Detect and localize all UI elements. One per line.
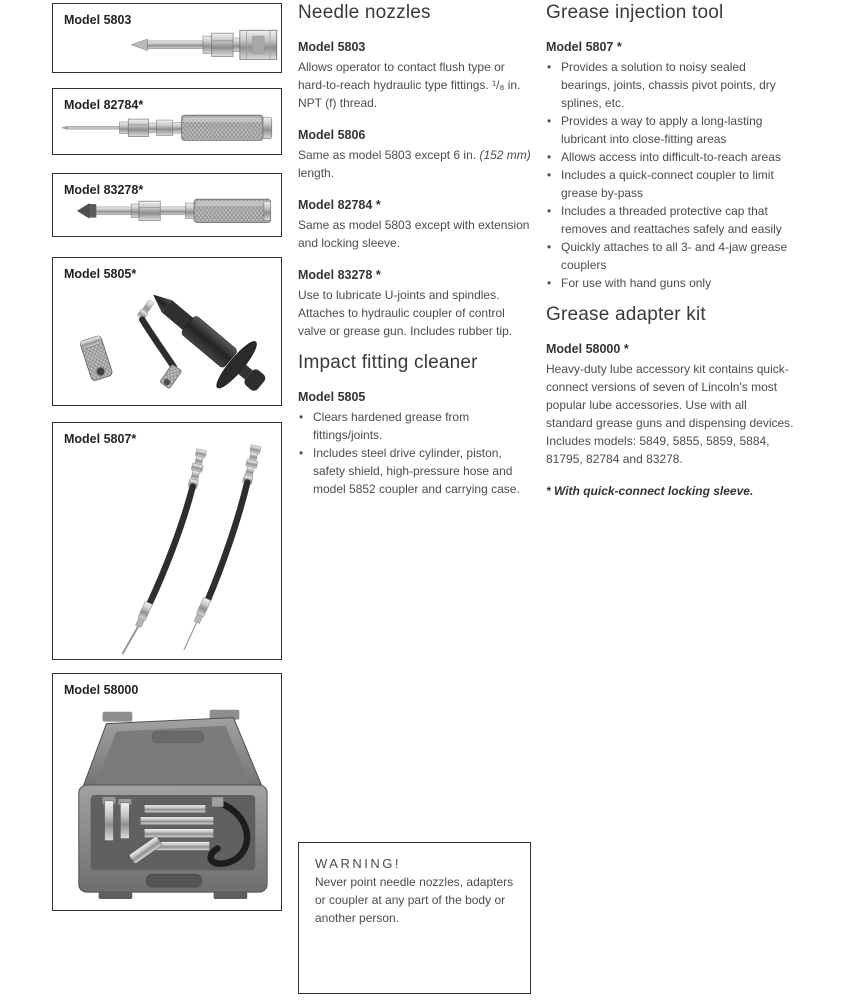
model-heading-82784: Model 82784 *	[298, 198, 381, 212]
product-label-58000: Model 58000	[64, 683, 139, 697]
product-box-5807	[52, 422, 282, 660]
product-label-82784: Model 82784*	[64, 98, 144, 112]
model-5806-text-1: Same as model 5803 except 6 in.	[298, 148, 480, 162]
bullet-item: • Provides a solution to noisy sealed bearings, joints, chassis pivot points, dry splines, etc.	[546, 58, 796, 112]
product-box-82784	[52, 88, 282, 155]
model-heading-5806: Model 5806	[298, 128, 366, 142]
grease-injection-tool-5807-image	[53, 423, 281, 659]
product-label-5803: Model 5803	[64, 13, 132, 27]
section-grease-adapter-kit	[546, 304, 796, 498]
section-impact-fitting-cleaner	[298, 352, 534, 498]
bullet-item: • Includes steel drive cylinder, piston, safety shield, high-pressure hose and model 5852 coupler and carrying case.	[298, 444, 534, 498]
bullet-item: • Quickly attaches to all 3- and 4-jaw grease couplers	[546, 238, 796, 274]
warning-box	[298, 842, 531, 994]
model-82784-description: Same as model 5803 except with extension and locking sleeve.	[298, 218, 530, 250]
model-heading-5807: Model 5807 *	[546, 40, 622, 54]
product-box-5803	[52, 3, 282, 73]
product-box-5805	[52, 257, 282, 406]
model-5806-description	[298, 146, 534, 182]
bullet-item: • Includes a threaded protective cap that removes and reattaches safely and easily	[546, 202, 796, 238]
grease-adapter-kit-title: Grease adapter kit	[546, 304, 706, 325]
product-box-58000	[52, 673, 282, 911]
model-5806-text-italic: (152 mm)	[479, 148, 531, 162]
model-heading-83278: Model 83278 *	[298, 268, 381, 282]
product-box-83278	[52, 173, 282, 237]
model-5807-bullet-list	[546, 58, 796, 292]
grease-adapter-kit-58000-image	[53, 674, 281, 910]
model-heading-5805: Model 5805	[298, 390, 366, 404]
footnote: * With quick-connect locking sleeve.	[546, 484, 754, 498]
model-heading-58000: Model 58000 *	[546, 342, 629, 356]
model-5806-text-2: length.	[298, 166, 335, 180]
model-58000-description: Heavy-duty lube accessory kit contains quick-connect versions of seven of Lincoln's most popular lube accessories. Use with all standard grease guns and dispensing devices. Includes models: 5849, 5855, 5859, 5884, 81795, 82784 and 83278.	[546, 362, 794, 466]
warning-title: WARNING!	[315, 856, 401, 871]
warning-text: Never point needle nozzles, adapters or coupler at any part of the body or another person.	[315, 875, 514, 925]
section-needle-nozzles	[298, 2, 534, 340]
bullet-item: • For use with hand guns only	[546, 274, 796, 292]
product-label-5807: Model 5807*	[64, 432, 137, 446]
right-column	[546, 2, 796, 498]
model-5803-description: Allows operator to contact flush type or hard-to-reach hydraulic type fittings. ¹/₈ in. NPT (f) thread.	[298, 60, 521, 110]
product-label-5805: Model 5805*	[64, 267, 137, 281]
grease-injection-tool-title: Grease injection tool	[546, 2, 724, 23]
bullet-item: • Clears hardened grease from fittings/joints.	[298, 408, 534, 444]
model-5805-bullet-list	[298, 408, 534, 498]
middle-column	[298, 2, 534, 498]
model-83278-description: Use to lubricate U-joints and spindles. Attaches to hydraulic coupler of control valve or grease gun. Includes rubber tip.	[298, 288, 513, 338]
bullet-item: • Includes a quick-connect coupler to limit grease by-pass	[546, 166, 796, 202]
needle-nozzles-title: Needle nozzles	[298, 2, 431, 23]
bullet-item: • Provides a way to apply a long-lasting lubricant into close-fitting areas	[546, 112, 796, 148]
product-label-83278: Model 83278*	[64, 183, 144, 197]
model-heading-5803: Model 5803	[298, 40, 366, 54]
bullet-item: • Allows access into difficult-to-reach areas	[546, 148, 796, 166]
impact-fitting-cleaner-title: Impact fitting cleaner	[298, 352, 478, 373]
section-grease-injection-tool	[546, 2, 796, 292]
